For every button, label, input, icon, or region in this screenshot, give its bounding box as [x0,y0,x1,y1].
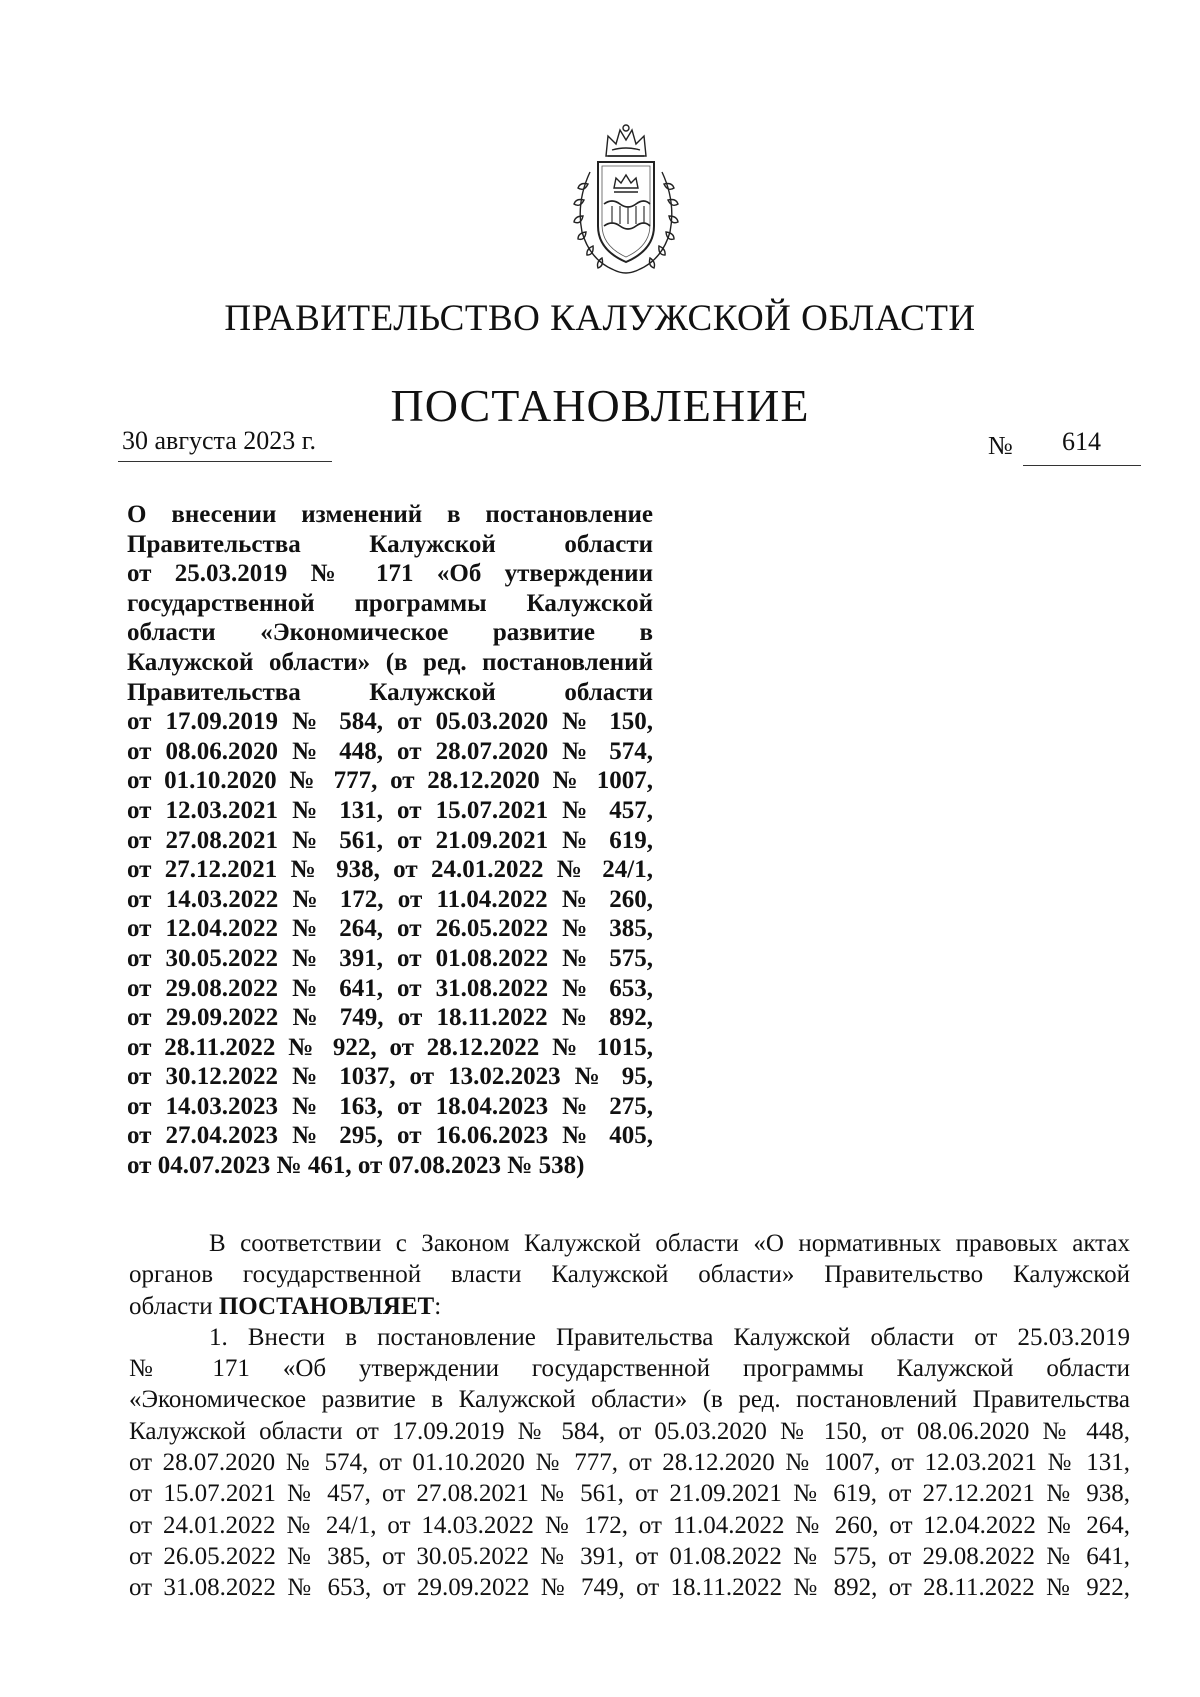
document-type-title: ПОСТАНОВЛЕНИЕ [390,380,810,431]
item-1 [129,1322,1130,1604]
subject-line: от 12.03.2021 № 131, от 15.07.2021 № 457, [127,796,653,824]
subject-line: Правительства Калужской области [127,678,653,706]
number-sign: № [988,431,1013,460]
subject-line: от 29.09.2022 № 749, от 18.11.2022 № 892, [127,1004,653,1032]
subject-line: от 29.08.2022 № 641, от 31.08.2022 № 653, [127,974,653,1002]
subject-line: от 27.12.2021 № 938, от 24.01.2022 № 24/1, [127,856,653,884]
subject-line: от 30.12.2022 № 1037, от 13.02.2023 № 95, [127,1063,653,1091]
subject-line: от 30.05.2022 № 391, от 01.08.2022 № 575, [127,944,653,972]
document-body [129,1228,1130,1604]
item-1-line: от 31.08.2022 № 653, от 29.09.2022 № 749, от 18.11.2022 № 892, от 28.11.2022 № 922, [129,1574,1130,1602]
decree-colon: : [434,1292,442,1320]
subject-line: от 14.03.2023 № 163, от 18.04.2023 № 275, [127,1092,653,1120]
government-title: ПРАВИТЕЛЬСТВО КАЛУЖСКОЙ ОБЛАСТИ [224,298,976,339]
subject-line: от 27.04.2023 № 295, от 16.06.2023 № 405, [127,1122,653,1150]
subject-line: Калужской области» (в ред. постановлений [127,648,653,676]
document-date: 30 августа 2023 г. [122,426,316,455]
item-1-line: «Экономическое развитие в Калужской области» (в ред. постановлений Правительства [129,1386,1130,1414]
subject-line: от 01.10.2020 № 777, от 28.12.2020 № 1007, [127,767,653,795]
preamble-text: области [129,1292,219,1320]
item-1-line: от 24.01.2022 № 24/1, от 14.03.2022 № 172, от 11.04.2022 № 260, от 12.04.2022 № 264, [129,1511,1130,1539]
item-1-line: от 26.05.2022 № 385, от 30.05.2022 № 391, от 01.08.2022 № 575, от 29.08.2022 № 641, [129,1542,1130,1570]
item-1-line: № 171 «Об утверждении государственной программы Калужской области [129,1355,1130,1383]
preamble-line [129,1291,1130,1322]
decree-word: ПОСТАНОВЛЯЕТ [218,1292,435,1320]
subject-line: от 14.03.2022 № 172, от 11.04.2022 № 260, [127,885,653,913]
date-underline [118,461,332,462]
item-1-line: Калужской области от 17.09.2019 № 584, от 05.03.2020 № 150, от 08.06.2020 № 448, [129,1417,1130,1445]
subject-line: государственной программы Калужской [127,589,653,617]
subject-line: от 25.03.2019 № 171 «Об утверждении [127,560,653,588]
subject-line: от 12.04.2022 № 264, от 26.05.2022 № 385, [127,915,653,943]
item-1-line: от 28.07.2020 № 574, от 01.10.2020 № 777, от 28.12.2020 № 1007, от 12.03.2021 № 131, [129,1449,1130,1477]
document-subject [127,500,653,1181]
subject-line: от 04.07.2023 № 461, от 07.08.2023 № 538) [127,1152,585,1180]
number-underline [1023,465,1141,466]
subject-line: от 28.11.2022 № 922, от 28.12.2022 № 1015, [127,1033,653,1061]
subject-line: от 27.08.2021 № 561, от 21.09.2021 № 619, [127,826,653,854]
subject-line: от 08.06.2020 № 448, от 28.07.2020 № 574, [127,737,653,765]
document-number: 614 [1062,427,1101,456]
item-1-line: 1. Внести в постановление Правительства Калужской области от 25.03.2019 [209,1323,1130,1351]
preamble-line: органов государственной власти Калужской области» Правительство Калужской [129,1261,1130,1289]
subject-line: Правительства Калужской области [127,530,653,558]
subject-line: от 17.09.2019 № 584, от 05.03.2020 № 150, [127,708,653,736]
preamble-line: В соответствии с Законом Калужской области «О нормативных правовых актах [209,1230,1130,1257]
coat-of-arms-emblem [568,122,684,278]
item-1-line: от 15.07.2021 № 457, от 27.08.2021 № 561, от 21.09.2021 № 619, от 27.12.2021 № 938, [129,1480,1130,1508]
subject-line: О внесении изменений в постановление [127,501,653,528]
subject-line: области «Экономическое развитие в [127,619,653,647]
